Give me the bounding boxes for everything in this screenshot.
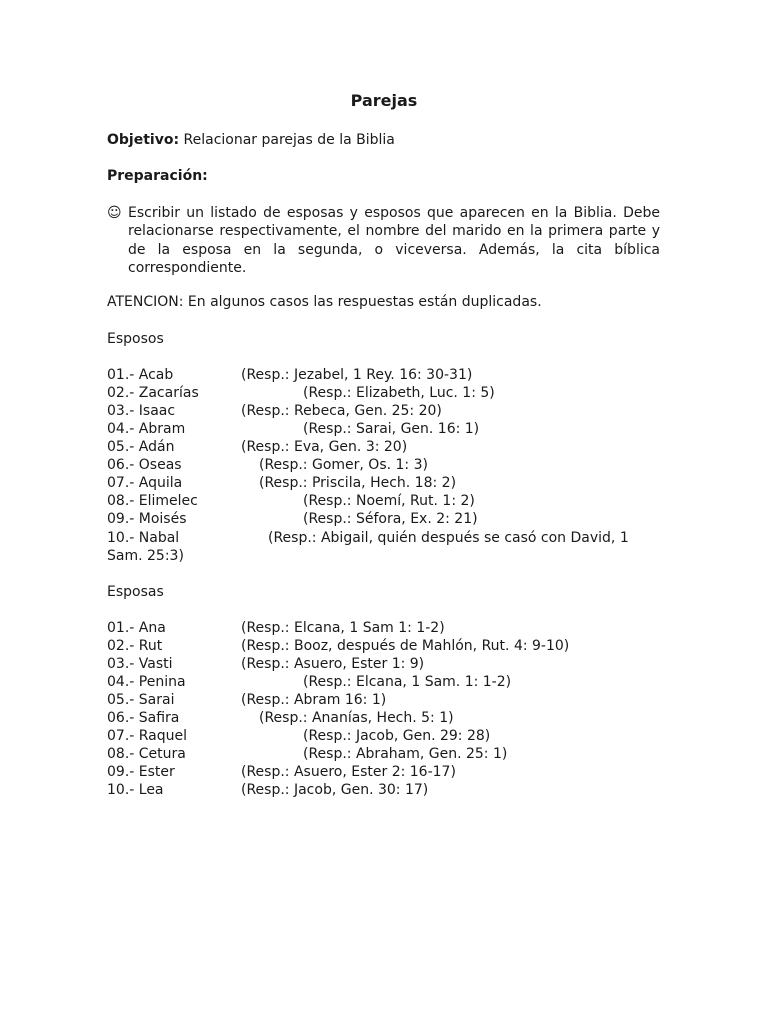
answer: (Resp.: Abram 16: 1) [241,692,387,708]
objetivo-text: Relacionar parejas de la Biblia [183,132,395,148]
answer: (Resp.: Asuero, Ester 2: 16-17) [241,764,456,780]
answer: (Resp.: Abraham, Gen. 25: 1) [303,746,508,762]
answer: (Resp.: Booz, después de Mahlón, Rut. 4: 9-10) [241,638,570,654]
answer: (Resp.: Elizabeth, Luc. 1: 5) [303,385,495,401]
wife-name: 10.- Lea [107,782,164,798]
husband-name: 05.- Adán [107,439,175,455]
answer: (Resp.: Priscila, Hech. 18: 2) [259,475,457,491]
husband-name: 10.- Nabal [107,530,180,546]
wife-name: 01.- Ana [107,620,166,636]
wife-name: 08.- Cetura [107,746,186,762]
wife-name: 05.- Sarai [107,692,175,708]
objetivo-line [107,131,395,149]
answer: (Resp.: Jezabel, 1 Rey. 16: 30-31) [241,367,473,383]
objetivo-label: Objetivo: [107,132,180,148]
husband-name: 03.- Isaac [107,403,176,419]
esposos-heading: Esposos [107,331,164,347]
answer: (Resp.: Elcana, 1 Sam 1: 1-2) [241,620,445,636]
answer: (Resp.: Elcana, 1 Sam. 1: 1-2) [303,674,512,690]
answer: (Resp.: Rebeca, Gen. 25: 20) [241,403,442,419]
wife-name: 02.- Rut [107,638,163,654]
atencion-note: ATENCION: En algunos casos las respuestas están duplicadas. [107,294,542,310]
husband-name: 06.- Oseas [107,457,182,473]
husband-name: 07.- Aquila [107,475,183,491]
answer: (Resp.: Jacob, Gen. 30: 17) [241,782,429,798]
wife-name: 06.- Safira [107,710,180,726]
wife-name: 03.- Vasti [107,656,173,672]
esposas-heading: Esposas [107,584,164,600]
preparacion-paragraph [107,204,660,278]
husband-name: 04.- Abram [107,421,186,437]
answer: (Resp.: Ananías, Hech. 5: 1) [259,710,454,726]
wife-name: 07.- Raquel [107,728,188,744]
husband-name: 09.- Moisés [107,511,187,527]
husband-name: 02.- Zacarías [107,385,199,401]
list-item [107,529,660,565]
wife-name: 04.- Penina [107,674,186,690]
answer: (Resp.: Noemí, Rut. 1: 2) [303,493,475,509]
answer: (Resp.: Séfora, Ex. 2: 21) [303,511,478,527]
smiley-icon: ☺ [107,205,122,221]
page-title: Parejas [350,91,418,110]
answer: (Resp.: Gomer, Os. 1: 3) [259,457,428,473]
husband-name: 08.- Elimelec [107,493,198,509]
answer: (Resp.: Asuero, Ester 1: 9) [241,656,425,672]
husband-name: 01.- Acab [107,367,174,383]
wife-name: 09.- Ester [107,764,175,780]
answer: (Resp.: Jacob, Gen. 29: 28) [303,728,491,744]
preparacion-label: Preparación: [107,168,208,184]
answer: (Resp.: Eva, Gen. 3: 20) [241,439,408,455]
preparacion-text: Escribir un listado de esposas y esposos que aparecen en la Biblia. Debe relacionarse respectivamente, el nombre del marido en la primera parte y de la esposa en la segunda, o viceversa. Además, la cita bíblica correspondiente. [128,205,660,277]
answer-continuation: Sam. 25:3) [107,548,184,564]
answer: (Resp.: Sarai, Gen. 16: 1) [303,421,480,437]
answer: (Resp.: Abigail, quién después se casó con David, 1 [268,530,629,546]
